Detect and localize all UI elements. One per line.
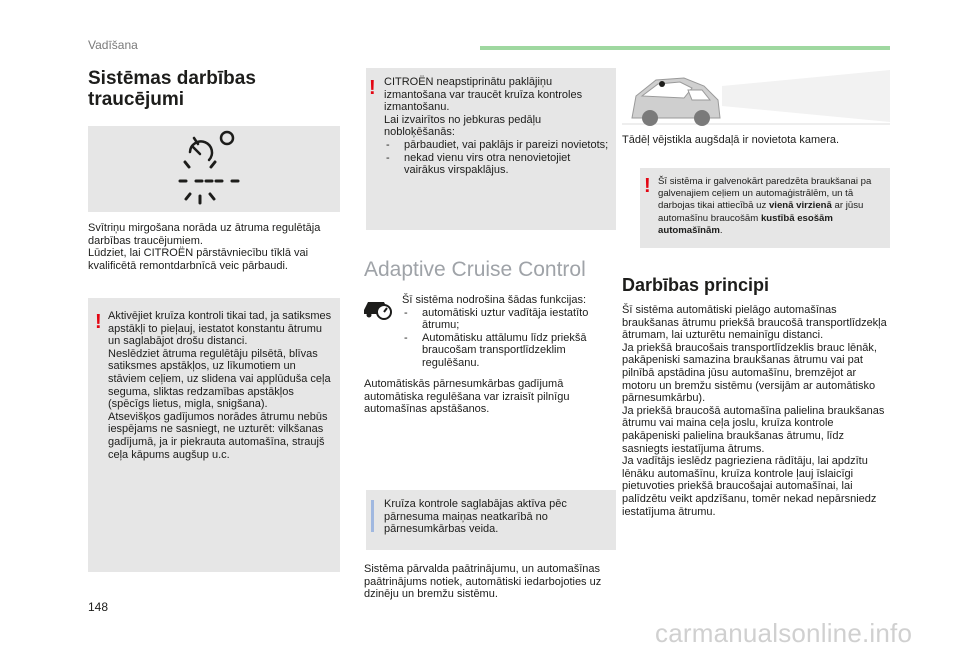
list-item: - automātiski uztur vadītāja iestatīto ātrumu; [402, 307, 616, 332]
page-number: 148 [88, 600, 109, 614]
dashed-speedometer-icon [88, 126, 340, 212]
section-header: Vadīšana [88, 38, 138, 52]
warning-text-part: ar jūsu automašīnu braucošām [658, 200, 864, 224]
list-item: - pārbaudiet, vai paklājs ir pareizi novietots; [384, 139, 610, 152]
body-paragraph: Lūdziet, lai CITROËN pārstāvniecību tīklā vai kvalificētā remontdarbnīcā veic pārbaudi. [88, 247, 309, 272]
list-item: - Automātisku attālumu līdz priekšā braucošam transportlīdzeklim regulēšanu. [402, 332, 616, 370]
malfunction-title: Sistēmas darbības traucējumi [88, 68, 256, 110]
car-camera-illustration [622, 66, 890, 128]
warning-paragraph: Atsevišķos gadījumos norādes ātrumu nebūs iespējams ne sasniegt, ne uzturēt: vilkšanas gadījumā, ja ir piekrauta automašīna, straujš ceļa kāpums augšup u.c. [108, 410, 328, 461]
malfunction-icon-box [88, 126, 340, 212]
list-item: - nekad vienu virs otra nenovietojiet vairākus virspaklājus. [384, 152, 610, 177]
body-paragraph: Svītriņu mirgošana norāda uz ātruma regulētāja darbības traucējumiem. [88, 222, 321, 247]
warning-text-part: . [719, 224, 723, 236]
road-warning-text [658, 176, 884, 237]
functions-intro: Šī sistēma nodrošina šādas funkcijas: [402, 294, 587, 306]
left-warning-box [88, 298, 340, 572]
principles-title: Darbības principi [622, 275, 770, 295]
warning-icon: ! [95, 311, 102, 333]
watermark: carmanualsonline.info [655, 618, 913, 648]
warning-bold: vienā virzienā [768, 200, 832, 212]
header-rule [480, 46, 890, 50]
info-box [366, 490, 616, 550]
warning-paragraph: Lai izvairītos no jebkuras pedāļu nobloķēšanās: [384, 113, 542, 139]
principles-paragraph: Ja vadītājs ieslēdz pagrieziena rādītāju, lai apdzītu lēnāku automašīnu, kruīza kontrole ļauj īslaicīgi pietuvoties priekšā braucošajai automašīnai, lai palīdzētu veikt apdzīšanu, tomēr nekad nepārsniedz iestatījuma ātrumu. [622, 455, 877, 518]
principles-paragraph: Ja priekšā braucošais transportlīdzeklis brauc lēnāk, pakāpeniski samazina braukšanas ātrumu vai pat pilnībā apstādina jūsu automašīnu, bremzējot ar motoru un bremžu sistēmu (versijām ar automātisko pārnesumkārbu). [622, 341, 877, 405]
functions-list [402, 307, 616, 370]
warning-paragraph: Neslēdziet ātruma regulētāju pilsētā, blīvas satiksmes apstākļos, uz līkumotiem un stāviem ceļiem, uz slidena vai applūduša ceļa seguma, sliktas redzamības apstākļos (spēcīgs lietus, migla, snigšana). [108, 347, 331, 411]
warning-text [108, 310, 334, 461]
malfunction-body [88, 222, 340, 272]
adaptive-cruise-icon [362, 292, 396, 322]
warning-paragraph: Aktivējiet kruīza kontroli tikai tad, ja satiksmes apstākļi to pieļauj, iestatot konstantu ātrumu un saglabājot drošu distanci. [108, 310, 332, 348]
warning-list [384, 139, 610, 177]
gearbox-text: Automātiskās pārnesumkārbas gadījumā automātiska regulēšana var izraisīt pilnīgu automašīnas apstāšanos. [364, 378, 570, 416]
principles-paragraph: Ja priekšā braucošā automašīna palielina braukšanas ātrumu vai maina ceļa joslu, kruīza kontrole pakāpeniski palielina braukšanas ātrumu, līdz sasniegts iestatījuma ātrums. [622, 404, 885, 455]
warning-icon: ! [644, 175, 651, 197]
principles-body [622, 304, 890, 518]
warning-bold: kustībā esošām automašīnām [658, 212, 833, 236]
mat-warning-box [366, 68, 616, 230]
info-text: Kruīza kontrole saglabājas aktīva pēc pārnesuma maiņas neatkarībā no pārnesumkārbas veida. [384, 498, 567, 536]
warning-text-part: Šī sistēma ir galvenokārt paredzēta braukšanai pa galvenajiem ceļiem un automaģistrālēm, un tā darbojas tikai attiecībā uz [658, 176, 872, 212]
warning-icon: ! [369, 77, 376, 99]
camera-caption: Tādēļ vējstikla augšdaļā ir novietota kamera. [622, 134, 840, 146]
mat-warning-text [384, 76, 610, 177]
acceleration-text: Sistēma pārvalda paātrinājumu, un automašīnas paātrinājums notiek, automātiski iedarbojoties uz dzinēju un bremžu sistēmu. [364, 563, 602, 601]
principles-paragraph: Šī sistēma automātiski pielāgo automašīnas braukšanas ātrumu priekšā braucošā transportlīdzekļa ātrumam, lai uzturētu nemainīgu distanci. [622, 304, 887, 342]
warning-paragraph: CITROËN neapstiprinātu paklājiņu izmantošana var traucēt kruīza kontroles izmantošanu. [384, 76, 583, 114]
acc-functions [402, 294, 616, 370]
right-warning-box [640, 168, 890, 248]
info-icon [371, 500, 374, 532]
acc-section-title: Adaptive Cruise Control [364, 258, 586, 281]
